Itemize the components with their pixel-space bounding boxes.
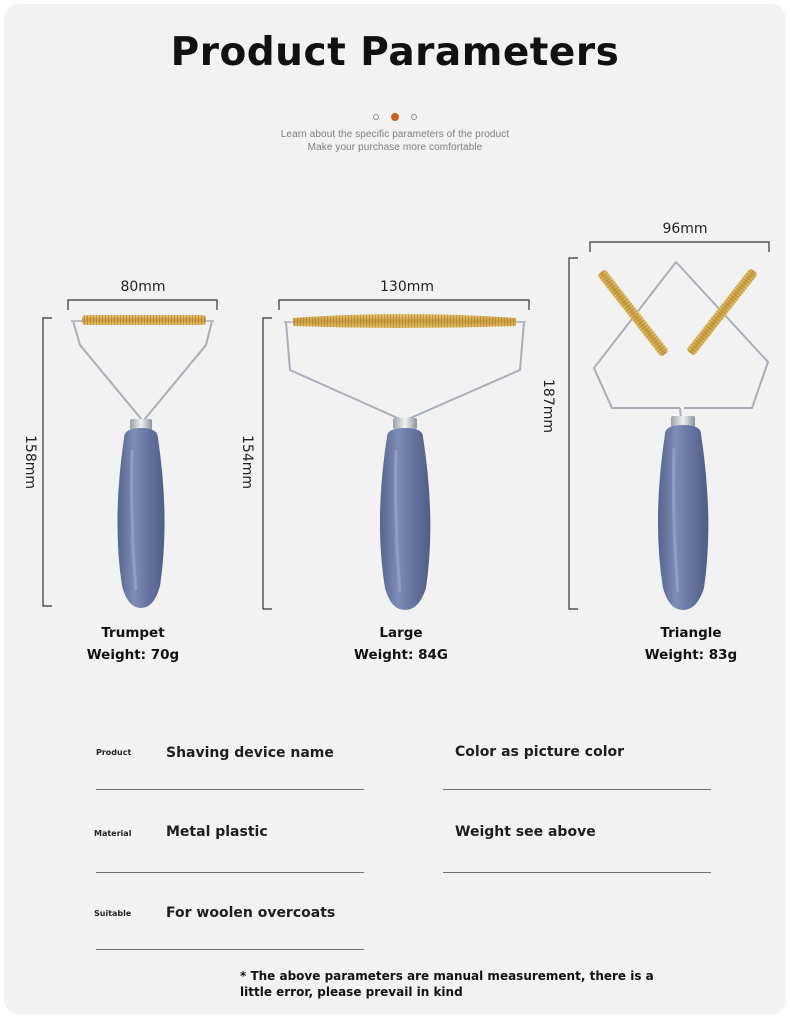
triangle-caption	[601, 622, 781, 666]
divider	[96, 872, 364, 873]
suitable-label: Suitable	[94, 909, 132, 918]
trumpet-shaver-image	[71, 315, 214, 608]
divider	[443, 872, 711, 873]
large-shaver-image	[284, 314, 526, 610]
trumpet-width-label: 80mm	[120, 279, 166, 295]
subtitle-line-1: Learn about the specific parameters of the product	[280, 129, 510, 140]
triangle-name: Triangle	[660, 625, 722, 641]
suitable-value: For woolen overcoats	[166, 905, 336, 921]
triangle-height-label: 187mm	[540, 379, 556, 433]
triangle-weight: Weight: 83g	[644, 647, 738, 663]
triangle-shaver-image	[594, 262, 768, 610]
product-value: Shaving device name	[166, 745, 334, 761]
weight-value: Weight see above	[455, 824, 596, 840]
product-label: Product	[96, 748, 132, 757]
triangle-width-label: 96mm	[662, 221, 708, 237]
large-width-label: 130mm	[380, 279, 434, 295]
divider	[96, 949, 364, 950]
material-label: Material	[94, 829, 132, 838]
material-value: Metal plastic	[166, 824, 268, 840]
trumpet-caption	[43, 622, 223, 666]
large-weight: Weight: 84G	[354, 647, 448, 663]
footnote: * The above parameters are manual measurement, there is a little error, please prevail in kind	[240, 969, 654, 999]
divider	[443, 789, 711, 790]
trumpet-weight: Weight: 70g	[86, 647, 180, 663]
trumpet-height-label: 158mm	[22, 435, 38, 489]
large-name: Large	[379, 625, 423, 641]
divider	[96, 789, 364, 790]
large-height-label: 154mm	[239, 435, 255, 489]
color-value: Color as picture color	[455, 744, 625, 760]
trumpet-name: Trumpet	[101, 625, 165, 641]
large-caption	[311, 622, 491, 666]
subtitle-line-2: Make your purchase more comfortable	[307, 142, 483, 153]
page-title: Product Parameters	[170, 30, 620, 75]
